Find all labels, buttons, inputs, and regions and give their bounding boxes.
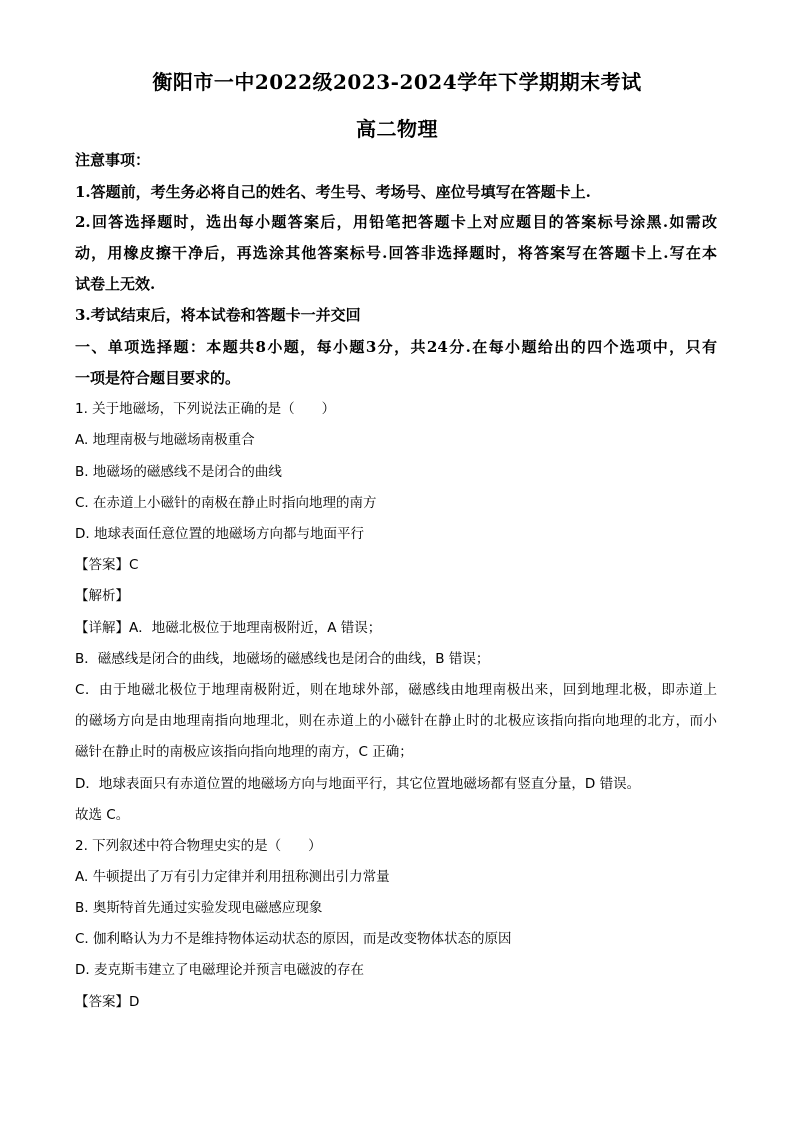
notice-item-2-line-1: 2.回答选择题时，选出每小题答案后，用铅笔把答题卡上对应题目的答案标号涂黑.如需改 xyxy=(75,213,717,231)
question-1-detail-line-5: 磁针在静止时的南极应该指向指向地理的南方，C 正确； xyxy=(75,744,413,760)
exam-title: 衡阳市一中2022级2023-2024学年下学期期末考试 xyxy=(152,70,642,94)
detail-text: A．地磁北极位于地理南极附近，A 错误； xyxy=(129,620,382,636)
question-1-option-a: A. 地理南极与地磁场南极重合 xyxy=(75,432,255,448)
question-1-option-c: C. 在赤道上小磁针的南极在静止时指向地理的南方 xyxy=(75,495,377,511)
answer-tag: 【答案】 xyxy=(75,994,129,1010)
question-1-conclusion: 故选 C。 xyxy=(75,807,130,823)
section-heading-line-2: 一项是符合题目要求的。 xyxy=(75,369,241,387)
question-1-detail-line-2: B．磁感线是闭合的曲线，地磁场的磁感线也是闭合的曲线，B 错误； xyxy=(75,651,490,667)
question-1-detail-line-6: D．地球表面只有赤道位置的地磁场方向与地面平行，其它位置地磁场都有竖直分量，D 错误。 xyxy=(75,776,641,792)
question-2-option-c: C. 伽利略认为力不是维持物体运动状态的原因，而是改变物体状态的原因 xyxy=(75,931,512,947)
question-1-option-b: B. 地磁场的磁感线不是闭合的曲线 xyxy=(75,464,282,480)
notice-heading: 注意事项： xyxy=(75,151,151,169)
notice-item-1: 1.答题前，考生务必将自己的姓名、考生号、考场号、座位号填写在答题卡上. xyxy=(75,183,591,201)
notice-item-2-line-2: 动，用橡皮擦干净后，再选涂其他答案标号.回答非选择题时，将答案写在答题卡上.写在本 xyxy=(75,244,717,262)
question-2-answer-line xyxy=(75,992,139,1012)
answer-tag: 【答案】 xyxy=(75,557,129,573)
question-1-option-d: D. 地球表面任意位置的地磁场方向都与地面平行 xyxy=(75,526,364,542)
notice-item-3: 3.考试结束后，将本试卷和答题卡一并交回 xyxy=(75,306,361,324)
question-1-detail-line-1 xyxy=(75,618,381,638)
question-1-stem: 1. 关于地磁场，下列说法正确的是（ ） xyxy=(75,401,336,417)
question-2-option-b: B. 奥斯特首先通过实验发现电磁感应现象 xyxy=(75,900,323,916)
question-1-detail-line-4: 的磁场方向是由地理南指向地理北，则在赤道上的小磁针在静止时的北极应该指向指向地理的北方，而小 xyxy=(75,713,717,729)
question-1-detail-line-3: C．由于地磁北极位于地理南极附近，则在地球外部，磁感线由地理南极出来，回到地理北极，即赤道上 xyxy=(75,682,717,698)
question-2-answer: D xyxy=(129,994,140,1010)
question-2-stem: 2. 下列叙述中符合物理史实的是（ ） xyxy=(75,838,322,854)
question-2-option-a: A. 牛顿提出了万有引力定律并利用扭称测出引力常量 xyxy=(75,869,390,885)
question-2-option-d: D. 麦克斯韦建立了电磁理论并预言电磁波的存在 xyxy=(75,962,364,978)
detail-tag: 【详解】 xyxy=(75,620,129,636)
question-1-answer-line xyxy=(75,555,138,575)
question-1-analysis-tag: 【解析】 xyxy=(75,588,129,604)
section-heading-line-1: 一、单项选择题：本题共8小题，每小题3分，共24分.在每小题给出的四个选项中，只有 xyxy=(75,338,717,356)
exam-subtitle: 高二物理 xyxy=(356,117,438,141)
question-1-answer: C xyxy=(129,557,139,573)
notice-item-2-line-3: 试卷上无效. xyxy=(75,275,156,293)
